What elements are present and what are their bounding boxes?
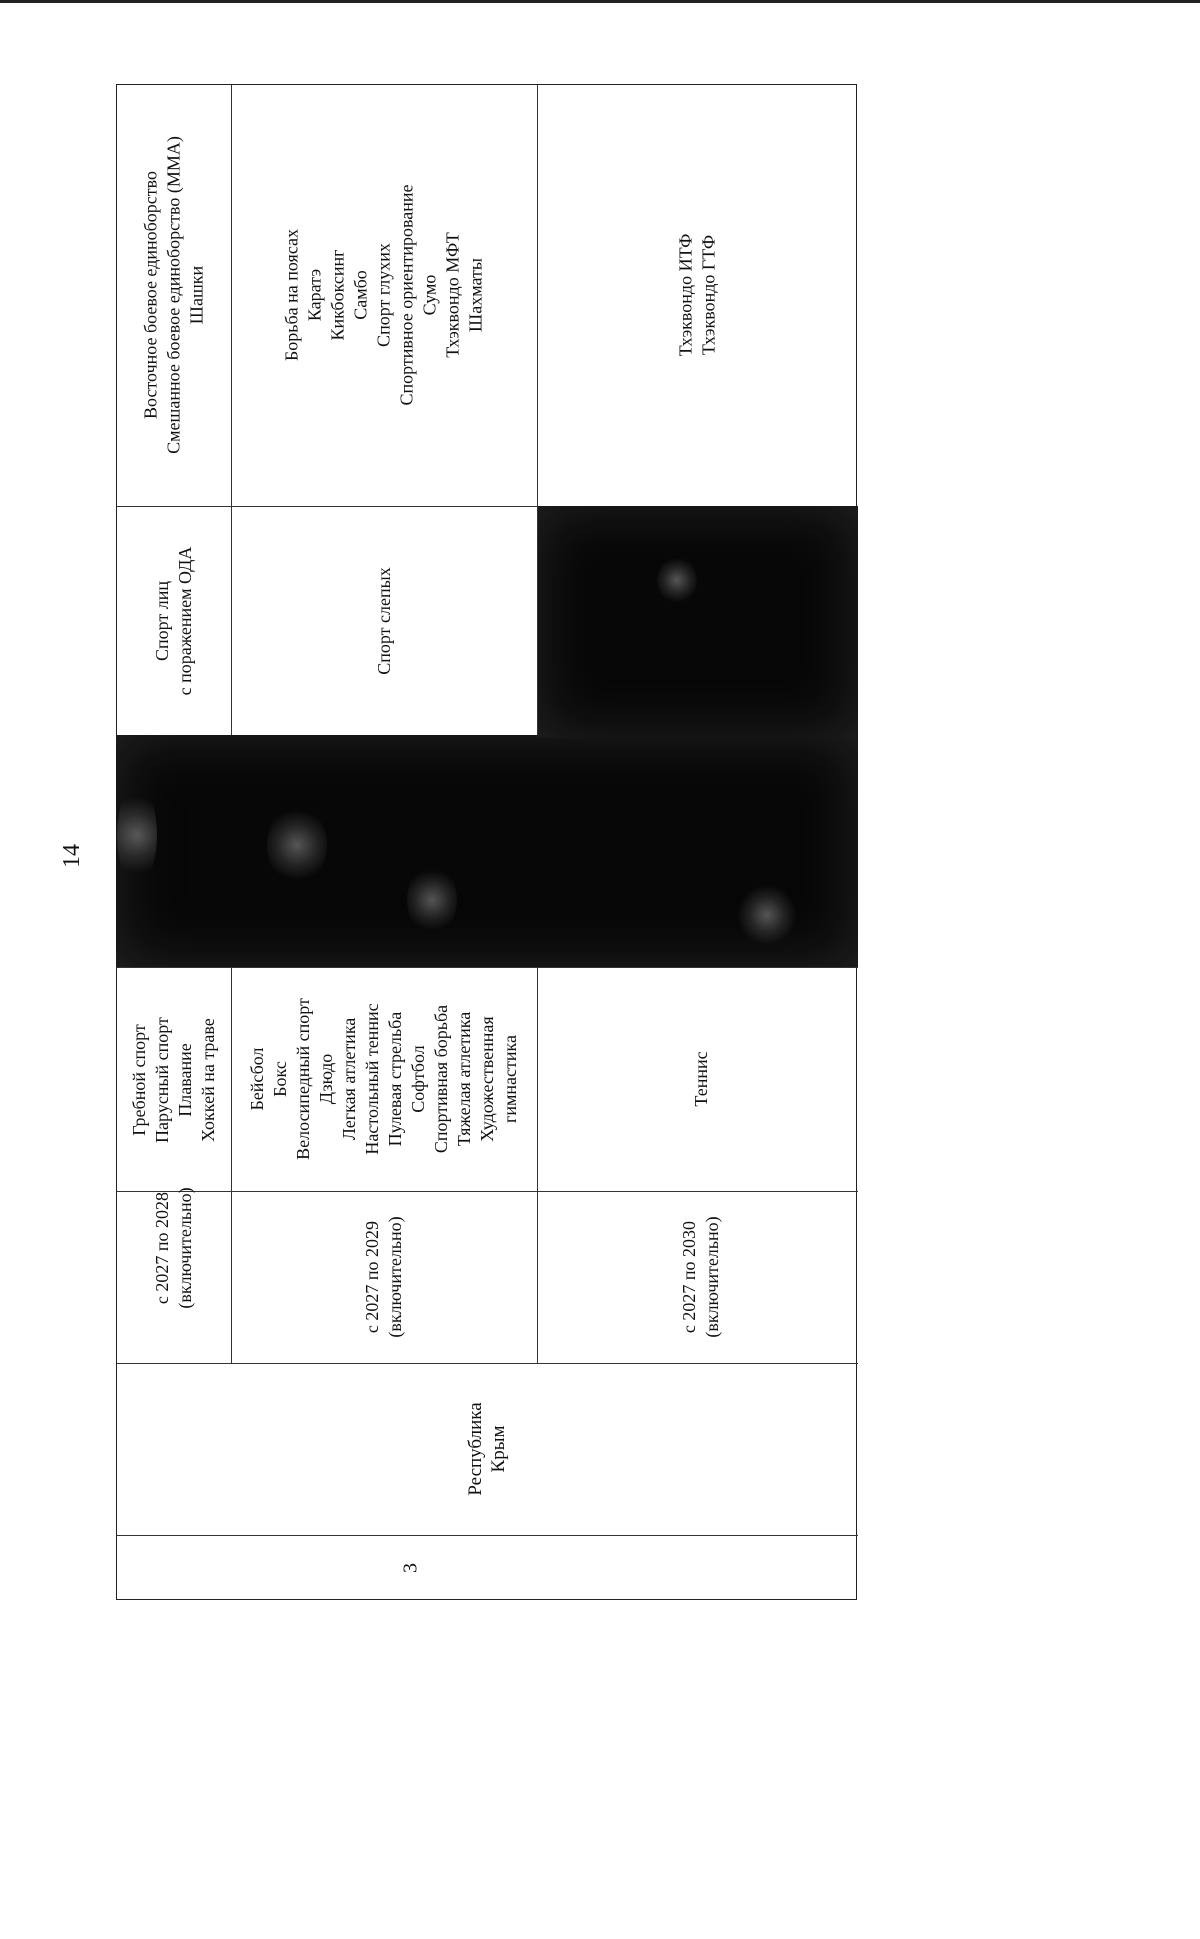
adaptive-item: Спорт лиц — [152, 581, 172, 662]
sport-item: Бокс — [270, 1061, 290, 1097]
scan-noise — [117, 785, 157, 885]
scan-noise — [737, 885, 797, 945]
sport-item: Тяжелая атлетика — [454, 1011, 474, 1147]
sport-item: Художественная — [477, 1016, 497, 1142]
page-number: 14 — [59, 844, 85, 868]
period-line: с 2027 по 2030 — [679, 1220, 699, 1334]
rule-h — [117, 1535, 858, 1536]
period-line: с 2027 по 2028 — [152, 1191, 172, 1305]
sport-item: Гребной спорт — [129, 1024, 149, 1136]
other-item: Кикбоксинг — [327, 249, 347, 341]
rule-v — [537, 85, 538, 735]
region-line: Республика — [465, 1402, 486, 1496]
sport-item: Парусный спорт — [152, 1017, 172, 1143]
sport-item: Дзюдо — [316, 1053, 336, 1105]
period-line: (включительно) — [702, 1216, 722, 1338]
other-item: Сумо — [419, 274, 439, 316]
sport-item: Велосипедный спорт — [293, 998, 313, 1160]
other-item: Каратэ — [304, 268, 324, 322]
other-item: Борьба на поясах — [281, 228, 301, 362]
sport-item: Настольный теннис — [362, 1003, 382, 1155]
sport-item: Пулевая стрельба — [385, 1011, 405, 1147]
region-line: Крым — [488, 1425, 509, 1473]
adaptive-item: Спорт слепых — [373, 567, 394, 675]
other-item: Шахматы — [465, 258, 485, 332]
sport-item: Софтбол — [408, 1045, 428, 1113]
period-2029-cell — [231, 1191, 537, 1363]
other-item: Шашки — [186, 265, 206, 325]
sport-item: Спортивная борьба — [431, 1004, 451, 1154]
sport-item: Бейсбол — [247, 1047, 267, 1111]
sports-2028-cell — [117, 968, 231, 1192]
sport-item: Хоккей на траве — [198, 1018, 218, 1142]
sport-item: Плавание — [175, 1043, 195, 1117]
other-item: Восточное боевое единоборство — [140, 170, 160, 420]
sports-2030-cell — [583, 967, 819, 1191]
other-item: Тхэквондо ИТФ — [675, 233, 696, 357]
other-item: Смешанное боевое единоборство (ММА) — [163, 136, 183, 454]
other-2030-cell — [542, 85, 854, 506]
period-line: с 2027 по 2029 — [362, 1220, 382, 1334]
scan-noise — [657, 555, 697, 605]
row-number: 3 — [399, 1563, 421, 1573]
other-item: Тхэквондо ГТФ — [698, 234, 719, 356]
other-2029-cell — [231, 85, 537, 506]
sport-item: Легкая атлетика — [339, 1017, 359, 1141]
scan-noise — [407, 865, 457, 935]
other-2028-cell — [117, 85, 231, 506]
sport-item: Теннис — [690, 1051, 711, 1107]
redaction-block-side — [537, 506, 858, 738]
adaptive-2028-cell — [117, 506, 231, 736]
rule-v — [537, 967, 538, 1363]
period-line: (включительно) — [385, 1216, 405, 1338]
scan-noise — [267, 805, 327, 885]
other-item: Самбо — [350, 270, 370, 320]
other-item: Тхэквондо МФТ — [442, 232, 462, 358]
sports-table — [116, 84, 857, 1600]
period-line: (включительно) — [175, 1187, 195, 1309]
adaptive-2029-cell — [231, 506, 537, 736]
adaptive-item: с поражением ОДА — [175, 546, 195, 696]
sports-2029-cell — [231, 967, 537, 1191]
sport-item: гимнастика — [500, 1035, 520, 1123]
period-2030-cell — [583, 1191, 819, 1363]
other-item: Спорт глухих — [373, 243, 393, 347]
scan-top-edge — [0, 0, 1200, 3]
other-item: Спортивное ориентирование — [396, 184, 416, 406]
region-cell — [401, 1363, 573, 1535]
